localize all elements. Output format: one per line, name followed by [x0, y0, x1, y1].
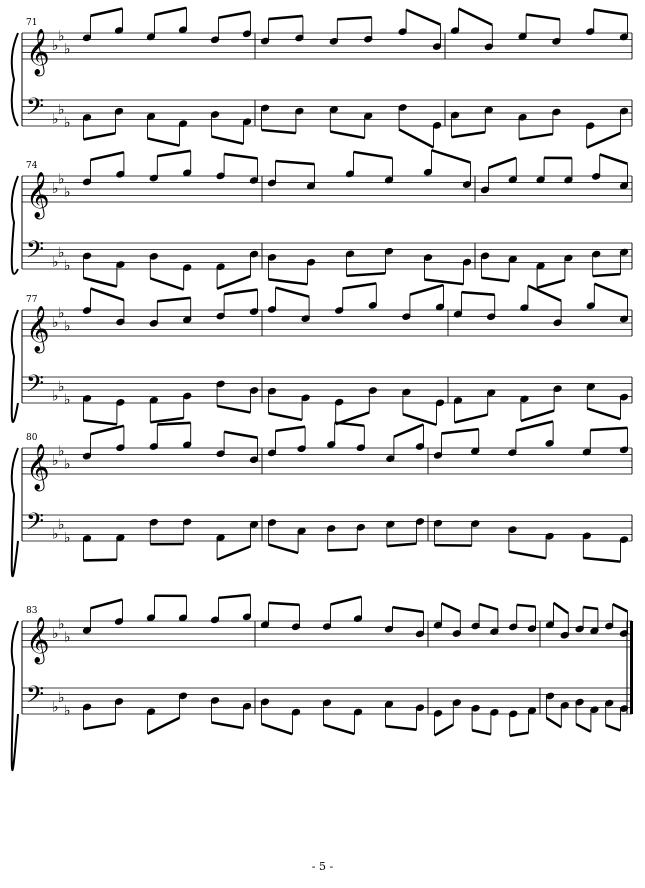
beam [526, 14, 560, 19]
beam [576, 724, 591, 732]
beam [269, 279, 308, 284]
flat-icon: ♭ [52, 626, 59, 642]
flat-icon: ♭ [58, 28, 65, 45]
beam [587, 409, 620, 420]
beam [442, 429, 479, 433]
bass-clef-icon: 𝄢 [26, 92, 45, 126]
flat-icon: ♭ [52, 38, 59, 54]
flat-icon: ♭ [58, 244, 65, 261]
brace [12, 448, 18, 576]
flat-icon: ♭ [58, 689, 65, 706]
measure-number: 71 [26, 18, 38, 28]
measure-number: 77 [26, 295, 38, 305]
beam [410, 285, 444, 295]
beam [452, 132, 486, 137]
beam [148, 718, 180, 734]
beam [435, 725, 454, 736]
beam [217, 276, 250, 289]
beam [406, 10, 440, 25]
beam [489, 158, 517, 168]
beam [606, 725, 621, 730]
beam [528, 286, 561, 301]
beam [331, 597, 362, 605]
system-4 [12, 421, 632, 576]
beam [521, 411, 554, 421]
flat-icon: ♭ [52, 388, 59, 405]
beam [84, 724, 116, 729]
treble-clef-icon: 𝄞 [26, 444, 50, 490]
beam [224, 154, 257, 159]
flat-icon: ♭ [52, 699, 59, 716]
beam [517, 605, 536, 607]
flat-icon: ♭ [52, 111, 59, 128]
beam [84, 278, 117, 287]
beam [276, 287, 310, 296]
flat-icon: ♭ [58, 516, 65, 533]
beam [393, 607, 424, 612]
beam [148, 138, 180, 145]
beam [224, 290, 257, 295]
beam [425, 280, 464, 285]
beam [337, 17, 371, 19]
flat-icon: ♭ [52, 453, 59, 469]
measure-number: 83 [26, 606, 38, 616]
beam [442, 603, 461, 611]
beam [583, 607, 598, 609]
beam [590, 428, 627, 430]
flat-icon: ♭ [64, 629, 71, 646]
beam [217, 406, 250, 413]
beam [510, 733, 529, 736]
treble-clef-icon: 𝄞 [26, 29, 50, 75]
beam [432, 150, 471, 162]
flat-icon: ♭ [64, 702, 71, 719]
beam [219, 12, 251, 18]
beam [217, 546, 250, 559]
bass-clef-icon: 𝄢 [26, 369, 45, 403]
flat-icon: ♭ [58, 171, 65, 188]
system-5 [12, 595, 633, 770]
beam [394, 424, 424, 436]
treble-clef-icon: 𝄞 [26, 306, 50, 352]
beam [269, 603, 300, 605]
beam [455, 415, 488, 423]
flat-icon: ♭ [52, 315, 59, 331]
beam [269, 413, 303, 420]
page-number: - 5 - [311, 860, 334, 873]
beam [330, 132, 364, 138]
beam [91, 426, 124, 434]
beam [594, 10, 628, 15]
beam [276, 161, 315, 164]
beam [269, 545, 299, 554]
treble-clef-icon: 𝄞 [26, 617, 50, 663]
system-3 [12, 283, 632, 424]
final-thick-barline [630, 621, 633, 714]
beam [593, 274, 621, 276]
beam [482, 278, 510, 281]
beam [91, 9, 123, 16]
flat-icon: ♭ [58, 616, 65, 633]
beam [343, 283, 377, 288]
flat-icon: ♭ [64, 391, 71, 408]
beam [479, 604, 498, 610]
flat-icon: ♭ [64, 456, 71, 473]
beam [403, 414, 437, 425]
beam [387, 544, 417, 547]
beam [462, 292, 495, 295]
beam [324, 725, 355, 734]
beam [519, 134, 553, 139]
beam [224, 432, 257, 438]
flat-icon: ♭ [52, 526, 59, 543]
flat-icon: ♭ [64, 41, 71, 58]
beam [91, 599, 123, 608]
beam [587, 133, 621, 148]
beam [600, 154, 628, 163]
measure-number: 80 [26, 433, 38, 443]
beam [459, 9, 493, 25]
beam [269, 16, 303, 19]
beam [91, 152, 124, 160]
flat-icon: ♭ [58, 378, 65, 395]
beam [150, 278, 183, 289]
measure-number: 74 [26, 161, 38, 171]
beam [354, 152, 393, 158]
beam [594, 284, 627, 297]
flat-icon: ♭ [52, 254, 59, 271]
beam [347, 273, 386, 276]
beam [84, 420, 117, 424]
beam [157, 298, 190, 301]
treble-clef-icon: 𝄞 [26, 172, 50, 218]
beam [613, 604, 628, 611]
flat-icon: ♭ [64, 318, 71, 335]
beam [547, 718, 562, 727]
system-1 [12, 8, 632, 148]
flat-icon: ♭ [64, 184, 71, 201]
beam [554, 603, 569, 613]
brace [12, 621, 18, 770]
beam [155, 8, 187, 15]
beam [157, 151, 190, 156]
brace [12, 33, 18, 126]
flat-icon: ♭ [64, 114, 71, 131]
beam [262, 130, 296, 133]
brace [12, 310, 18, 422]
beam [212, 137, 244, 144]
beam [472, 730, 491, 734]
beam [276, 427, 306, 431]
beam [583, 558, 620, 562]
bass-clef-icon: 𝄢 [26, 235, 45, 269]
brace [12, 176, 18, 274]
beam [335, 422, 365, 425]
beam [84, 133, 116, 139]
beam [84, 560, 117, 561]
beam [386, 726, 417, 729]
beam [516, 421, 553, 430]
flat-icon: ♭ [52, 181, 59, 197]
flat-icon: ♭ [64, 257, 71, 274]
beam [150, 418, 183, 422]
beam [212, 722, 244, 728]
beam [91, 289, 124, 300]
beam [328, 549, 358, 550]
flat-icon: ♭ [58, 443, 65, 460]
bass-clef-icon: 𝄢 [26, 507, 45, 541]
flat-icon: ♭ [58, 101, 65, 118]
beam [399, 129, 433, 147]
system-2 [12, 150, 632, 289]
bass-clef-icon: 𝄢 [26, 680, 45, 714]
flat-icon: ♭ [58, 305, 65, 322]
flat-icon: ♭ [64, 529, 71, 546]
beam [537, 280, 565, 288]
beam [262, 724, 293, 734]
beam [157, 423, 190, 425]
beam [509, 552, 546, 559]
beam [219, 595, 251, 598]
